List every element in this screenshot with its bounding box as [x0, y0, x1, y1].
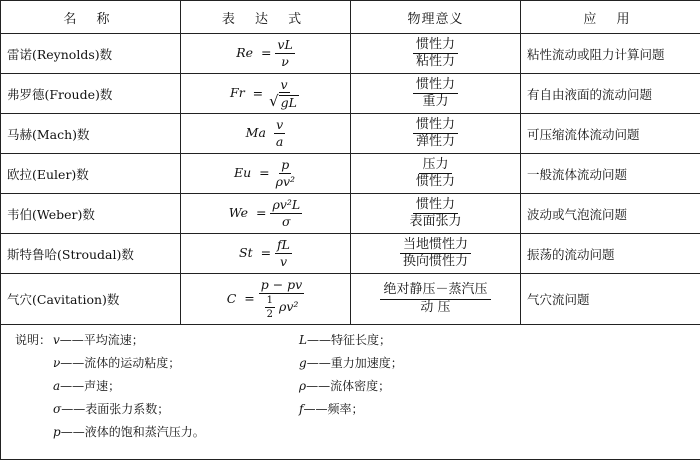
formula-fraction	[267, 78, 301, 110]
formula-numerator: ρv²L	[272, 197, 301, 213]
application-text: 气穴流问题	[521, 274, 700, 325]
note-item: g——重力加速度；	[299, 356, 403, 370]
formula-denominator: ρv²	[278, 298, 299, 314]
formula-fraction	[274, 118, 285, 149]
physical-meaning	[351, 274, 521, 325]
formula-fraction	[270, 198, 302, 229]
meaning-numerator: 惯性力	[413, 78, 458, 94]
formula-expression	[181, 114, 351, 154]
table-row	[1, 194, 700, 234]
application-text: 波动或气泡流问题	[521, 194, 700, 234]
table-row	[1, 74, 700, 114]
header-row	[1, 1, 700, 34]
formula-denominator: gL	[280, 94, 297, 110]
note-item: L——特征长度；	[299, 333, 391, 347]
formula-numerator: p	[281, 157, 290, 173]
number-name: 雷诺(Reynolds)数	[1, 34, 181, 74]
application-text: 有自由液面的流动问题	[521, 74, 700, 114]
table-row	[1, 114, 700, 154]
formula-fraction	[275, 38, 294, 69]
formula-numerator: vL	[277, 37, 293, 53]
number-name: 气穴(Cavitation)数	[1, 274, 181, 325]
physical-meaning	[351, 234, 521, 274]
note-item: p——液体的饱和蒸汽压力。	[53, 425, 205, 439]
meaning-numerator: 惯性力	[413, 198, 458, 214]
formula-expression: C = p − pv $\frac{1}{2}$ ρv²	[181, 274, 351, 325]
meaning-numerator: 惯性力	[413, 38, 458, 54]
meaning-numerator: 当地惯性力	[400, 238, 471, 254]
formula-lhs: Fr	[230, 85, 245, 100]
half-fraction	[265, 295, 275, 320]
note-item: v——平均流速；	[53, 333, 144, 347]
number-name: 欧拉(Euler)数	[1, 154, 181, 194]
header-application: 应 用	[521, 1, 700, 34]
number-name: 韦伯(Weber)数	[1, 194, 181, 234]
formula-lhs: C	[226, 290, 237, 306]
note-item: a——声速；	[53, 379, 121, 393]
note-item: σ——表面张力系数；	[53, 402, 170, 416]
meaning-denominator: 粘性力	[415, 54, 455, 69]
formula-expression: Eu = $\frac{p}{\text{ρv²}}$	[181, 154, 351, 194]
formula-expression: We = $\frac{\text{ρv²L}}{\sigma}$	[181, 194, 351, 234]
number-name: 马赫(Mach)数	[1, 114, 181, 154]
table-row	[1, 154, 700, 194]
formula-lhs: Eu	[233, 165, 252, 180]
header-formula: 表 达 式	[181, 1, 351, 34]
formula-expression: Re = $\frac{vL}{\nu}$	[181, 34, 351, 74]
meaning-denominator: 动 压	[420, 299, 451, 315]
physical-meaning	[351, 194, 521, 234]
formula-fraction	[274, 158, 297, 189]
application-text: 一般流体流动问题	[521, 154, 700, 194]
formula-fraction	[275, 238, 292, 269]
formula-lhs: Re	[236, 45, 253, 60]
formula-numerator: p − pv	[260, 277, 303, 293]
application-text: 振荡的流动问题	[521, 234, 700, 274]
table-row	[1, 34, 700, 74]
formula-lhs: We	[228, 205, 249, 220]
note-item: f——频率；	[299, 402, 364, 416]
meaning-numerator: 绝对静压－蒸汽压	[380, 283, 490, 299]
note-item: ρ——流体密度；	[299, 379, 391, 393]
formula-expression: St = $\frac{fL}{v}$	[181, 234, 351, 274]
formula-denominator: ν	[281, 54, 289, 69]
formula-denominator: a	[275, 134, 284, 149]
meaning-denominator: 弹性力	[415, 134, 455, 149]
physical-meaning	[351, 34, 521, 74]
meaning-numerator: 惯性力	[413, 118, 458, 134]
notes-prefix: 说明：	[15, 333, 52, 347]
half-numerator: 1	[266, 294, 273, 306]
notes-block	[7, 325, 694, 459]
notes-row	[1, 325, 700, 460]
number-name: 弗罗德(Froude)数	[1, 74, 181, 114]
formula-lhs: Ma	[245, 125, 266, 140]
formula-lhs: St	[239, 245, 253, 260]
meaning-denominator: 表面张力	[409, 214, 462, 229]
application-text: 粘性流动或阻力计算问题	[521, 34, 700, 74]
header-meaning: 物理意义	[351, 1, 521, 34]
physical-meaning	[351, 154, 521, 194]
formula-denominator: v	[279, 254, 288, 269]
note-item: ν——流体的运动粘度；	[53, 356, 181, 370]
formula-fraction	[259, 278, 305, 320]
table-row	[1, 274, 700, 325]
physical-meaning	[351, 74, 521, 114]
physical-meaning	[351, 114, 521, 154]
meaning-denominator: 换向惯性力	[402, 254, 468, 269]
meaning-denominator: 惯性力	[415, 174, 455, 189]
formula-expression: Fr = v √ gL	[181, 74, 351, 114]
meaning-numerator: 压力	[419, 158, 451, 174]
formula-numerator: v	[280, 76, 288, 92]
formula-numerator: v	[276, 117, 284, 133]
formula-denominator: ρv²	[275, 174, 296, 189]
meaning-denominator: 重力	[422, 94, 449, 109]
header-name: 名 称	[1, 1, 181, 34]
formula-denominator: σ	[282, 214, 291, 229]
half-denominator: 2	[266, 308, 273, 320]
number-name: 斯特鲁哈(Stroudal)数	[1, 234, 181, 274]
notes-cell	[1, 325, 700, 460]
table-row	[1, 234, 700, 274]
application-text: 可压缩流体流动问题	[521, 114, 700, 154]
sqrt-symbol: √ gL	[269, 92, 297, 111]
formula-numerator: fL	[277, 237, 290, 253]
